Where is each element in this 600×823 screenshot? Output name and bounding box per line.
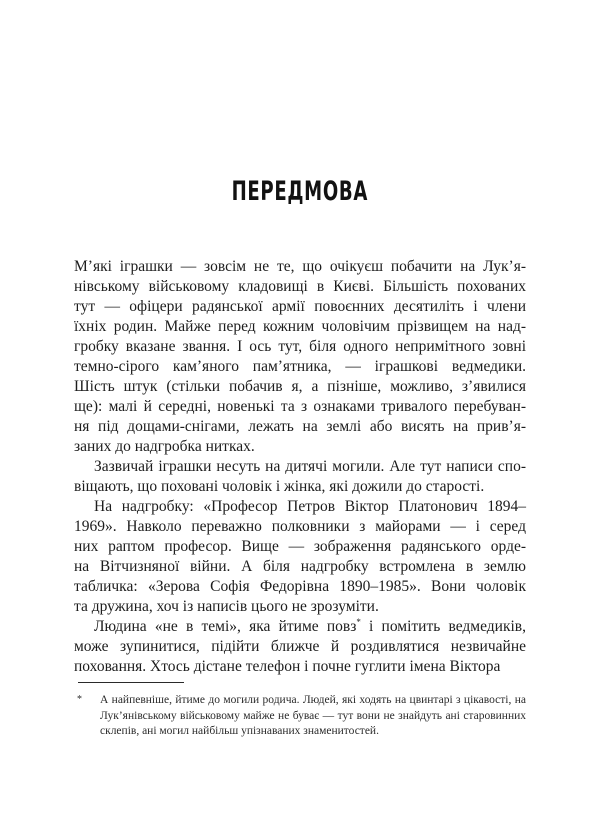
text-line: заних до надгробка нитках. (74, 438, 255, 455)
text-line: А найпевніше, йтиме до могили родича. Людей, які ходять на цвинтарі з цікавості, на (100, 694, 526, 706)
text-line: табличка: «Зерова Софія Федорівна 1890–1985». Вони чоловік (74, 578, 526, 595)
footnote (74, 682, 526, 740)
text-line: їхніх родин. Майже перед кожним чоловічим прізвищем на над- (74, 318, 526, 335)
footnote-divider (78, 682, 184, 683)
footnote-marker: * (77, 694, 82, 705)
text-line: віщають, що поховані чоловік і жінка, які дожили до старості. (74, 478, 485, 495)
text-line: тут — офіцери радянської армії повоєнних десятиліть і члени (74, 298, 526, 315)
text-line: ня під дощами-снігами, лежать на землі або висять на прив’я- (74, 418, 526, 435)
text-line: ще): малі й середні, новенькі та з ознаками тривалого перебуван- (74, 398, 526, 415)
text-line: На надгробку: «Професор Петров Віктор Платонович 1894– (94, 498, 526, 515)
paragraph (74, 497, 526, 617)
text-line: може зупинитися, підійти ближче й роздивлятися незвичайне (74, 638, 526, 655)
text-line: Лук’янівському військовому майже не буває — тут вони не знайдуть ані старовинних (100, 709, 526, 722)
text-line: Зазвичай іграшки несуть на дитячі могили. Але тут написи спо- (94, 458, 526, 475)
footnote-text (74, 693, 526, 740)
text-line: них раптом професор. Вище — зображення радянського орде- (74, 538, 526, 555)
text-line: темно-сірого кам’яного пам’ятника, — іграшкові ведмедики. (74, 358, 526, 375)
text-line: на Вітчизняної війни. А біля надгробку встромлена в землю (74, 558, 526, 575)
text-line: нівському військовому кладовищі в Києві. Більшість похованих (74, 278, 526, 295)
text-line: та дружина, хоч із написів цього не зрозуміти. (74, 598, 379, 615)
text-line: поховання. Хтось дістане телефон і почне гуглити імена Віктора (74, 658, 501, 675)
footnote-reference: * (356, 616, 361, 627)
paragraph (74, 257, 526, 457)
chapter-title: ПЕРЕДМОВА (231, 176, 369, 207)
paragraph (74, 617, 526, 677)
text-line: Людина «не в темі», яка йтиме повз* і помітить ведмедиків, (94, 616, 526, 635)
text-line: гробку вказане звання. І ось тут, біля одного непримітного зовні (74, 338, 526, 355)
text-line: 1969». Навколо переважно полковники з майорами — і серед (74, 518, 526, 535)
text-line: склепів, ані могил найбільш упізнаваних знаменитостей. (100, 725, 379, 737)
chapter-title-row (0, 176, 600, 207)
paragraph (74, 457, 526, 497)
text-line: Шість штук (стільки побачив я, а пізніше, можливо, з’явилися (74, 378, 526, 395)
text-line: М’які іграшки — зовсім не те, що очікуєш побачити на Лук’я- (74, 258, 526, 275)
body-text (74, 257, 526, 677)
